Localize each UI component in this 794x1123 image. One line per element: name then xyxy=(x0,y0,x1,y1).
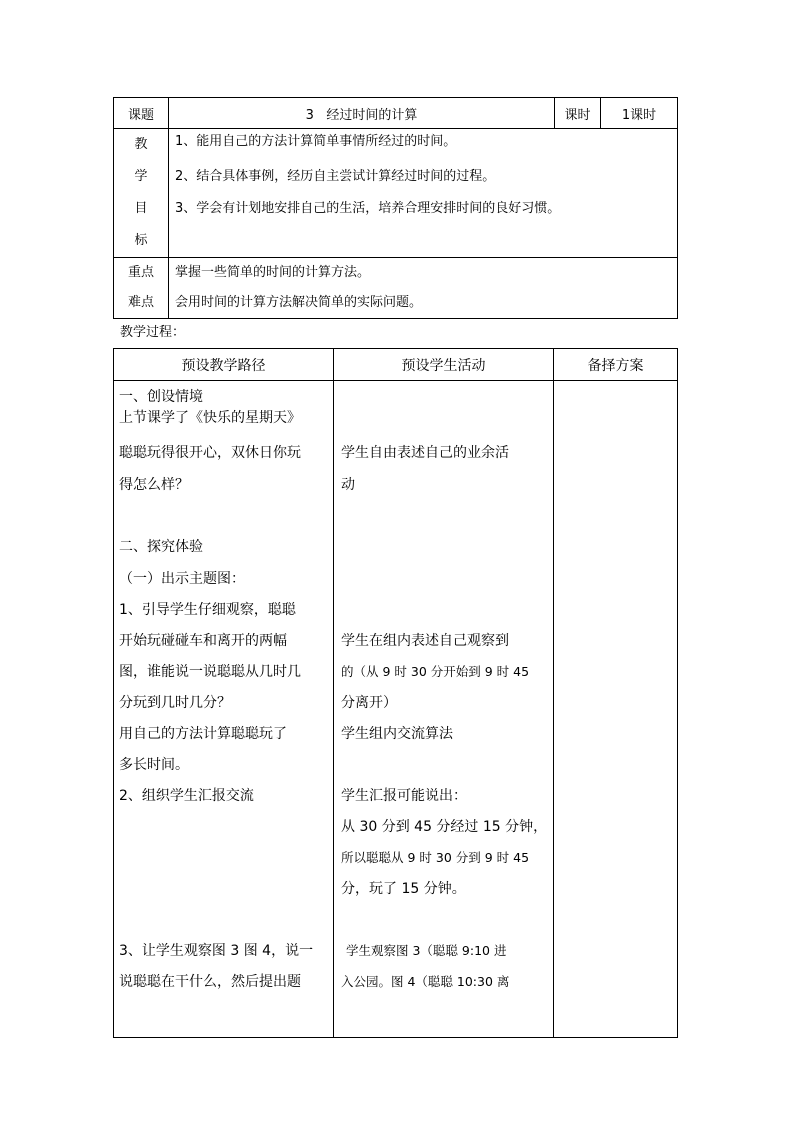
key-points-label-line: 重点 xyxy=(127,265,154,280)
header-alternative-plan: 备择方案 xyxy=(554,349,678,381)
header-teacher-path: 预设教学路径 xyxy=(114,349,334,381)
period-value: 1课时 xyxy=(601,98,678,129)
teacher-line: 聪聪玩得很开心，双休日你玩 xyxy=(119,445,301,461)
student-line: 学生汇报可能说出： xyxy=(341,788,467,804)
teacher-line: 二、探究体验 xyxy=(119,539,203,555)
alternative-plan-cell xyxy=(554,381,678,1038)
lesson-header-table xyxy=(113,97,678,319)
teacher-line: 3、让学生观察图 3 图 4，说一 xyxy=(119,943,314,959)
student-line: 分，玩了 15 分钟。 xyxy=(341,881,466,897)
objectives-label-char: 教 xyxy=(134,137,148,152)
teacher-line: （一）出示主题图： xyxy=(119,571,245,587)
student-line: 学生在组内表述自己观察到 xyxy=(341,633,509,649)
student-line: 入公园。图 4（聪聪 10:30 离 xyxy=(341,974,510,989)
teacher-line: 图，谁能说一说聪聪从几时几 xyxy=(119,664,301,680)
teacher-line: 1、引导学生仔细观察，聪聪 xyxy=(119,602,296,618)
process-table xyxy=(113,348,678,1038)
objectives-label-char: 学 xyxy=(134,169,148,184)
student-line: 动 xyxy=(341,477,355,493)
teacher-line: 2、组织学生汇报交流 xyxy=(119,788,254,804)
teacher-line: 用自己的方法计算聪聪玩了 xyxy=(119,726,287,742)
lesson-label: 课题 xyxy=(114,98,169,129)
header-student-activity: 预设学生活动 xyxy=(334,349,554,381)
teacher-path-cell xyxy=(114,381,334,1038)
key-points-label xyxy=(114,258,169,319)
objectives-label-char: 标 xyxy=(134,233,148,248)
student-activity-cell xyxy=(334,381,554,1038)
student-line: 学生自由表述自己的业余活 xyxy=(341,445,509,461)
key-points-label-line: 难点 xyxy=(127,295,154,310)
objective-item: 3、学会有计划地安排自己的生活，培养合理安排时间的良好习惯。 xyxy=(175,201,561,216)
key-points-list xyxy=(169,258,678,319)
lesson-title: 3 经过时间的计算 xyxy=(169,98,555,129)
student-line: 从 30 分到 45 分经过 15 分钟， xyxy=(341,819,548,835)
teacher-line: 上节课学了《快乐的星期天》 xyxy=(119,410,301,426)
teacher-line: 多长时间。 xyxy=(119,757,189,773)
objectives-label xyxy=(114,129,169,258)
student-line: 学生观察图 3（聪聪 9:10 进 xyxy=(346,943,507,958)
student-line: 学生组内交流算法 xyxy=(341,726,453,742)
teacher-line: 一、创设情境 xyxy=(119,389,203,405)
student-line: 分离开） xyxy=(341,695,397,711)
period-label: 课时 xyxy=(555,98,601,129)
student-line: 的（从 9 时 30 分开始到 9 时 45 xyxy=(341,664,530,679)
objectives-label-char: 目 xyxy=(134,201,148,216)
objective-item: 2、结合具体事例，经历自主尝试计算经过时间的过程。 xyxy=(175,169,496,184)
process-caption: 教学过程： xyxy=(120,325,186,340)
teacher-line: 得怎么样？ xyxy=(119,477,189,493)
student-line: 所以聪聪从 9 时 30 分到 9 时 45 xyxy=(341,850,530,865)
objectives-list xyxy=(169,129,678,258)
teacher-line: 分玩到几时几分？ xyxy=(119,695,231,711)
key-point-item: 掌握一些简单的时间的计算方法。 xyxy=(175,265,371,280)
key-point-item: 会用时间的计算方法解决简单的实际问题。 xyxy=(175,295,423,310)
teacher-line: 开始玩碰碰车和离开的两幅 xyxy=(119,633,287,649)
objective-item: 1、能用自己的方法计算简单事情所经过的时间。 xyxy=(175,134,457,149)
teacher-line: 说聪聪在干什么，然后提出题 xyxy=(119,974,301,990)
